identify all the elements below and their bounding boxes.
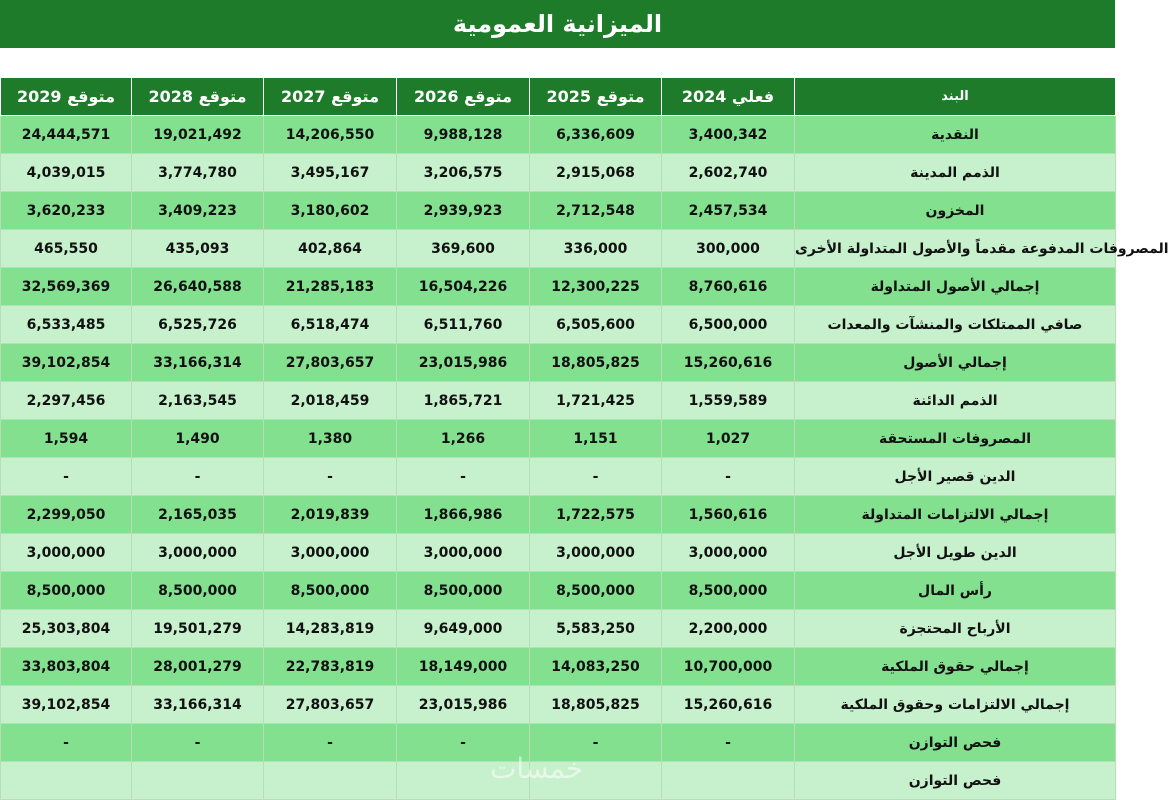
value-cell[interactable]: 8,500,000	[1, 572, 132, 610]
col-header-2028[interactable]: متوقع 2028	[132, 78, 264, 116]
value-cell[interactable]: 14,083,250	[530, 648, 662, 686]
table-row	[1, 306, 1116, 344]
value-cell[interactable]: 1,559,589	[662, 382, 795, 420]
row-label-cell[interactable]: الذمم المدينة	[795, 154, 1116, 192]
value-cell[interactable]: 6,336,609	[530, 116, 662, 154]
value-cell[interactable]: 8,500,000	[397, 572, 530, 610]
value-cell[interactable]: 2,602,740	[662, 154, 795, 192]
value-cell[interactable]: 2,165,035	[132, 496, 264, 534]
value-cell[interactable]: 16,504,226	[397, 268, 530, 306]
value-cell[interactable]: 33,166,314	[132, 686, 264, 724]
value-cell[interactable]: 3,000,000	[530, 534, 662, 572]
value-cell[interactable]: 21,285,183	[264, 268, 397, 306]
row-label-cell[interactable]: فحص التوازن	[795, 762, 1116, 800]
value-cell[interactable]: -	[264, 458, 397, 496]
value-cell[interactable]: 3,000,000	[264, 534, 397, 572]
value-cell[interactable]	[662, 762, 795, 800]
row-label-cell[interactable]: إجمالي الالتزامات المتداولة	[795, 496, 1116, 534]
value-cell[interactable]: 8,500,000	[132, 572, 264, 610]
table-row	[1, 610, 1116, 648]
value-cell[interactable]: 8,500,000	[662, 572, 795, 610]
value-cell[interactable]: -	[264, 724, 397, 762]
balance-sheet-table	[0, 77, 1169, 800]
row-label-cell[interactable]: إجمالي الأصول المتداولة	[795, 268, 1116, 306]
value-cell[interactable]: 27,803,657	[264, 344, 397, 382]
value-cell[interactable]: -	[1, 724, 132, 762]
value-cell[interactable]: 15,260,616	[662, 344, 795, 382]
value-cell[interactable]: 1,594	[1, 420, 132, 458]
value-cell[interactable]: 18,149,000	[397, 648, 530, 686]
value-cell[interactable]: 19,501,279	[132, 610, 264, 648]
header-row	[1, 78, 1116, 116]
table-row	[1, 724, 1116, 762]
value-cell[interactable]: 6,525,726	[132, 306, 264, 344]
value-cell[interactable]: 33,166,314	[132, 344, 264, 382]
row-label-cell[interactable]: الدين طويل الأجل	[795, 534, 1116, 572]
value-cell[interactable]	[132, 762, 264, 800]
value-cell[interactable]: 336,000	[530, 230, 662, 268]
value-cell[interactable]: 5,583,250	[530, 610, 662, 648]
row-label-cell[interactable]: الدين قصير الأجل	[795, 458, 1116, 496]
watermark-logo: خمسات	[490, 752, 584, 785]
value-cell[interactable]: 1,866,986	[397, 496, 530, 534]
table-row	[1, 420, 1116, 458]
value-cell[interactable]: 1,560,616	[662, 496, 795, 534]
row-label-cell[interactable]: المصروفات المستحقة	[795, 420, 1116, 458]
value-cell[interactable]: 39,102,854	[1, 686, 132, 724]
value-cell[interactable]: 15,260,616	[662, 686, 795, 724]
value-cell[interactable]: 26,640,588	[132, 268, 264, 306]
table-row	[1, 192, 1116, 230]
value-cell[interactable]: 18,805,825	[530, 344, 662, 382]
value-cell[interactable]: 1,380	[264, 420, 397, 458]
value-cell[interactable]	[1, 762, 132, 800]
value-cell[interactable]: 3,000,000	[397, 534, 530, 572]
row-label-cell[interactable]: النقدية	[795, 116, 1116, 154]
value-cell[interactable]: 1,721,425	[530, 382, 662, 420]
value-cell[interactable]: 2,712,548	[530, 192, 662, 230]
table-row	[1, 762, 1116, 800]
value-cell[interactable]: 8,760,616	[662, 268, 795, 306]
value-cell[interactable]: 2,297,456	[1, 382, 132, 420]
value-cell[interactable]: 2,018,459	[264, 382, 397, 420]
table-row	[1, 534, 1116, 572]
value-cell[interactable]: 3,000,000	[662, 534, 795, 572]
value-cell[interactable]: 33,803,804	[1, 648, 132, 686]
table-row	[1, 344, 1116, 382]
value-cell[interactable]: 14,283,819	[264, 610, 397, 648]
value-cell[interactable]: -	[132, 458, 264, 496]
value-cell[interactable]: 1,722,575	[530, 496, 662, 534]
value-cell[interactable]: 3,180,602	[264, 192, 397, 230]
row-label-cell[interactable]: المخزون	[795, 192, 1116, 230]
value-cell[interactable]: 27,803,657	[264, 686, 397, 724]
sheet-title: الميزانية العمومية	[0, 0, 1115, 49]
col-header-2029[interactable]: متوقع 2029	[1, 78, 132, 116]
value-cell[interactable]: 3,620,233	[1, 192, 132, 230]
value-cell[interactable]: 402,864	[264, 230, 397, 268]
value-cell[interactable]: 8,500,000	[264, 572, 397, 610]
value-cell[interactable]: 1,865,721	[397, 382, 530, 420]
value-cell[interactable]: 300,000	[662, 230, 795, 268]
value-cell[interactable]: 2,200,000	[662, 610, 795, 648]
value-cell[interactable]: 2,299,050	[1, 496, 132, 534]
table-row	[1, 382, 1116, 420]
row-label-cell[interactable]: رأس المال	[795, 572, 1116, 610]
row-label-cell[interactable]: الأرباح المحتجزة	[795, 610, 1116, 648]
table-row	[1, 648, 1116, 686]
value-cell[interactable]: -	[397, 724, 530, 762]
col-header-item[interactable]: البند	[795, 78, 1116, 116]
value-cell[interactable]	[530, 762, 662, 800]
value-cell[interactable]: 2,457,534	[662, 192, 795, 230]
value-cell[interactable]: 10,700,000	[662, 648, 795, 686]
value-cell[interactable]: -	[662, 458, 795, 496]
value-cell[interactable]: 4,039,015	[1, 154, 132, 192]
table-row	[1, 458, 1116, 496]
table-row	[1, 116, 1116, 154]
value-cell[interactable]: 24,444,571	[1, 116, 132, 154]
value-cell[interactable]: 465,550	[1, 230, 132, 268]
value-cell[interactable]: 3,495,167	[264, 154, 397, 192]
value-cell[interactable]: 6,500,000	[662, 306, 795, 344]
value-cell[interactable]: 23,015,986	[397, 344, 530, 382]
spacer-row	[0, 48, 1115, 77]
value-cell[interactable]: 18,805,825	[530, 686, 662, 724]
value-cell[interactable]: 369,600	[397, 230, 530, 268]
value-cell[interactable]: -	[530, 724, 662, 762]
table-row	[1, 686, 1116, 724]
value-cell[interactable]: 2,163,545	[132, 382, 264, 420]
row-label-cell[interactable]: إجمالي حقوق الملكية	[795, 648, 1116, 686]
value-cell[interactable]: 3,409,223	[132, 192, 264, 230]
value-cell[interactable]: 25,303,804	[1, 610, 132, 648]
value-cell[interactable]: 22,783,819	[264, 648, 397, 686]
value-cell[interactable]: 6,533,485	[1, 306, 132, 344]
value-cell[interactable]: 1,151	[530, 420, 662, 458]
value-cell[interactable]: 3,774,780	[132, 154, 264, 192]
value-cell[interactable]: -	[530, 458, 662, 496]
value-cell[interactable]: 1,490	[132, 420, 264, 458]
value-cell[interactable]: 19,021,492	[132, 116, 264, 154]
value-cell[interactable]: -	[1, 458, 132, 496]
value-cell[interactable]: 1,266	[397, 420, 530, 458]
value-cell[interactable]: 8,500,000	[530, 572, 662, 610]
value-cell[interactable]: 3,000,000	[1, 534, 132, 572]
value-cell[interactable]: 3,000,000	[132, 534, 264, 572]
value-cell[interactable]: 23,015,986	[397, 686, 530, 724]
table-row	[1, 230, 1116, 268]
value-cell[interactable]: 435,093	[132, 230, 264, 268]
value-cell[interactable]: -	[397, 458, 530, 496]
row-label-cell[interactable]: صافي الممتلكات والمنشآت والمعدات	[795, 306, 1116, 344]
value-cell[interactable]	[397, 762, 530, 800]
col-header-2025[interactable]: متوقع 2025	[530, 78, 662, 116]
value-cell[interactable]: 6,505,600	[530, 306, 662, 344]
col-header-2027[interactable]: متوقع 2027	[264, 78, 397, 116]
row-label-cell[interactable]: الذمم الدائنة	[795, 382, 1116, 420]
value-cell[interactable]: 6,518,474	[264, 306, 397, 344]
value-cell[interactable]: 32,569,369	[1, 268, 132, 306]
value-cell[interactable]: 1,027	[662, 420, 795, 458]
row-label-cell[interactable]: إجمالي الالتزامات وحقوق الملكية	[795, 686, 1116, 724]
row-label-cell[interactable]: المصروفات المدفوعة مقدماً والأصول المتداولة الأخرى	[795, 230, 1116, 268]
value-cell[interactable]: 3,400,342	[662, 116, 795, 154]
value-cell[interactable]: 2,019,839	[264, 496, 397, 534]
value-cell[interactable]: 12,300,225	[530, 268, 662, 306]
value-cell[interactable]: -	[132, 724, 264, 762]
row-label-cell[interactable]: إجمالي الأصول	[795, 344, 1116, 382]
value-cell[interactable]: 3,206,575	[397, 154, 530, 192]
value-cell[interactable]: 28,001,279	[132, 648, 264, 686]
col-header-2024[interactable]: فعلي 2024	[662, 78, 795, 116]
value-cell[interactable]: 39,102,854	[1, 344, 132, 382]
value-cell[interactable]: 9,649,000	[397, 610, 530, 648]
row-label-cell[interactable]: فحص التوازن	[795, 724, 1116, 762]
table-row	[1, 154, 1116, 192]
table-row	[1, 572, 1116, 610]
value-cell[interactable]: -	[662, 724, 795, 762]
col-header-2026[interactable]: متوقع 2026	[397, 78, 530, 116]
value-cell[interactable]: 2,939,923	[397, 192, 530, 230]
value-cell[interactable]: 9,988,128	[397, 116, 530, 154]
value-cell[interactable]: 6,511,760	[397, 306, 530, 344]
table-row	[1, 496, 1116, 534]
table-row	[1, 268, 1116, 306]
value-cell[interactable]: 14,206,550	[264, 116, 397, 154]
value-cell[interactable]	[264, 762, 397, 800]
value-cell[interactable]: 2,915,068	[530, 154, 662, 192]
